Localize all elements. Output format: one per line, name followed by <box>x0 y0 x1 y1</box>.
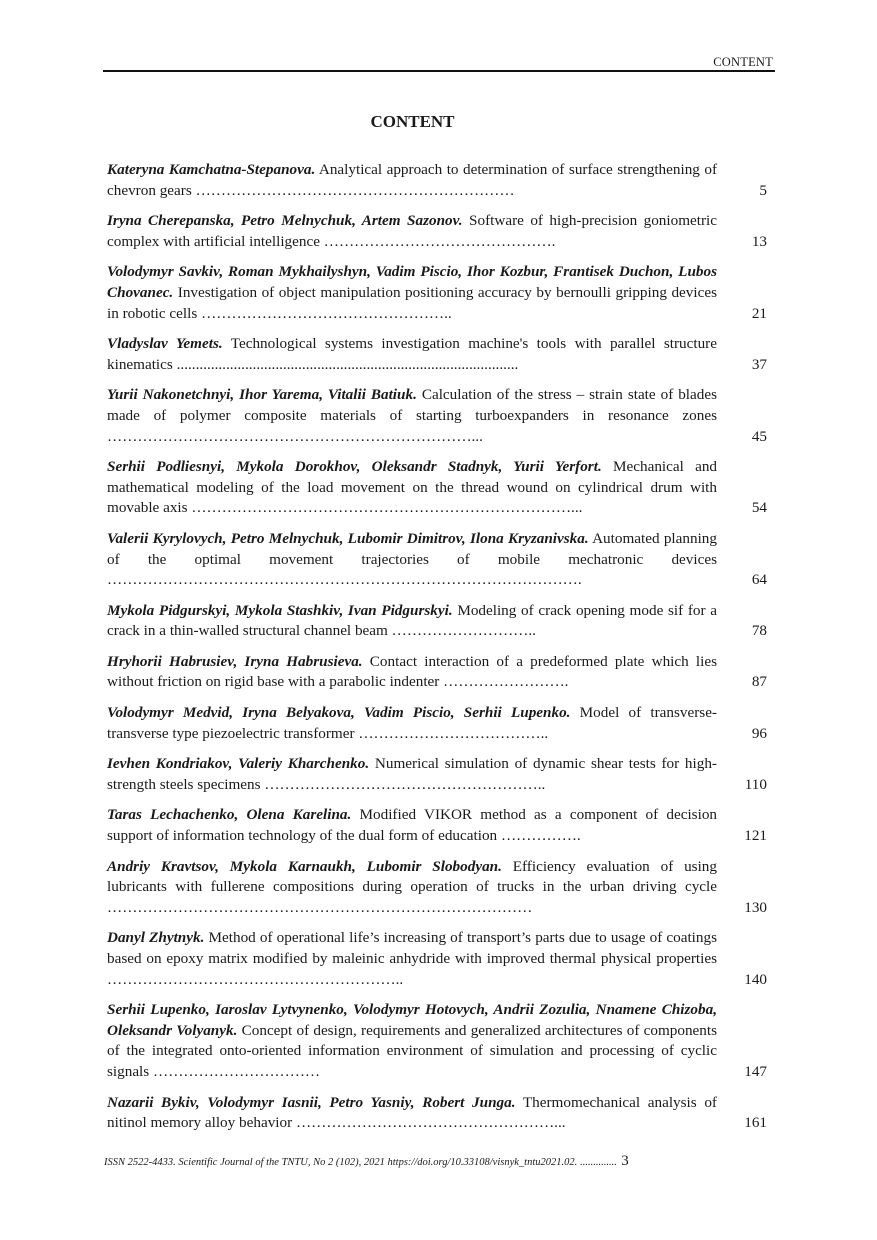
entry-leader-dots: ……………………………………………….. <box>264 775 546 793</box>
entry-authors: Volodymyr Savkiv, Roman Mykhailyshyn, Vadim Piscio, Ihor Kozbur, Frantisek Duchon, Lubos Chovanec. <box>107 263 717 301</box>
entry-authors: Serhii Lupenko, Iaroslav Lytvynenko, Volodymyr Hotovych, Andrii Zozulia, Nnamene Chizoba, Oleksandr Volyanyk. <box>107 1001 717 1039</box>
entry-page-number: 161 <box>744 1114 767 1132</box>
entry-authors: Valerii Kyrylovych, Petro Melnychuk, Lubomir Dimitrov, Ilona Kryzanivska. <box>107 529 589 547</box>
entry-authors: Serhii Podliesnyi, Mykola Dorokhov, Oleksandr Stadnyk, Yurii Yerfort. <box>107 458 602 476</box>
entry-authors: Yurii Nakonetchnyi, Ihor Yarema, Vitalii Batiuk. <box>107 386 417 404</box>
footer-page-number: 3 <box>621 1153 629 1169</box>
toc-entry[interactable] <box>107 529 767 591</box>
entry-title: Thermomechanical analysis of nitinol memory alloy behavior <box>107 1093 717 1132</box>
entry-leader-dots: ………………………………………. <box>323 232 556 250</box>
entry-page-number: 87 <box>751 673 767 691</box>
entry-page-number: 78 <box>751 622 767 640</box>
entry-title: Concept of design, requirements and generalized architectures of components of the integrated onto-oriented information environment of simulation and processing of cyclic signals <box>107 1021 718 1080</box>
entry-page-number: 96 <box>751 724 767 742</box>
toc-entry[interactable] <box>107 857 767 919</box>
toc-entry[interactable] <box>107 262 767 324</box>
toc-entry[interactable] <box>107 601 767 642</box>
toc-entry[interactable] <box>107 805 767 846</box>
entry-authors: Volodymyr Medvid, Iryna Belyakova, Vadim Piscio, Serhii Lupenko. <box>107 704 571 722</box>
footer-leader-dots: .............. <box>579 1157 617 1168</box>
entry-title: Contact interaction of a predeformed plate which lies without friction on rigid base with a parabolic indenter <box>107 652 717 691</box>
entry-authors: Vladyslav Yemets. <box>107 335 223 353</box>
entry-page-number: 54 <box>751 499 767 517</box>
entry-leader-dots: ……………. <box>500 827 581 845</box>
entry-page-number: 5 <box>759 181 767 199</box>
toc-entry[interactable] <box>107 1093 767 1134</box>
footer-citation: ISSN 2522-4433. Scientific Journal of the TNTU, No 2 (102), 2021 https://doi.org/10.33108/visnyk_tntu2021.02. <box>104 1157 578 1168</box>
entry-title: Investigation of object manipulation positioning accuracy by bernoulli gripping devices in robotic cells <box>107 283 718 322</box>
entry-leader-dots: …………………………… <box>153 1062 321 1080</box>
entry-title: Method of operational life’s increasing of transport’s parts due to usage of coatings based on epoxy matrix modified by maleinic anhydride with improved thermal physical properties <box>107 929 718 967</box>
entry-leader-dots: …………………………………………………………………... <box>191 499 583 517</box>
entry-leader-dots: ……………………….. <box>391 622 536 640</box>
toc-entry[interactable] <box>107 928 767 990</box>
entry-title: Automated planning of the optimal movement trajectories of mobile mechatronic devices <box>107 529 717 568</box>
entry-page-number: 147 <box>744 1062 767 1080</box>
entry-leader-dots: ……………………. <box>443 673 569 691</box>
entry-leader-dots: .......................................................................................... <box>176 355 519 373</box>
entry-page-number: 130 <box>744 898 767 916</box>
entry-authors: Andriy Kravtsov, Mykola Karnaukh, Lubomir Slobodyan. <box>107 857 502 875</box>
toc-entry[interactable] <box>107 457 767 519</box>
entry-authors: Kateryna Kamchatna-Stepanova. <box>107 161 316 178</box>
entry-authors: Iryna Cherepanska, Petro Melnychuk, Artem Sazonov. <box>107 212 463 230</box>
toc-entry[interactable] <box>107 211 767 252</box>
toc-entry[interactable] <box>107 1000 767 1082</box>
entry-leader-dots: ……………………………………………... <box>295 1114 566 1132</box>
entry-leader-dots: ………………………………………………………………………… <box>107 898 533 916</box>
entry-title: Technological systems investigation machine's tools with parallel structure kinematics <box>107 335 717 373</box>
entry-page-number: 110 <box>744 775 767 793</box>
entry-authors: Mykola Pidgurskyi, Mykola Stashkiv, Ivan Pidgurskyi. <box>107 601 453 619</box>
entry-leader-dots: ………………………………………………….. <box>107 970 404 988</box>
entry-title: Model of transverse-transverse type piezoelectric transformer <box>107 704 717 742</box>
entry-title: Modified VIKOR method as a component of decision support of information technology of the dual form of education <box>107 806 718 845</box>
entry-page-number: 121 <box>744 827 767 845</box>
page-title: CONTENT <box>370 112 455 131</box>
entry-authors: Nazarii Bykiv, Volodymyr Iasnii, Petro Yasniy, Robert Junga. <box>107 1093 516 1111</box>
entry-title: Calculation of the stress – strain state of blades made of polymer composite materials of starting turboexpanders in resonance zones <box>107 386 717 424</box>
entry-page-number: 64 <box>751 571 767 589</box>
table-of-contents <box>107 160 767 1144</box>
toc-entry[interactable] <box>107 703 767 744</box>
entry-authors: Ievhen Kondriakov, Valeriy Kharchenko. <box>107 755 370 773</box>
entry-page-number: 21 <box>751 304 767 322</box>
entry-page-number: 13 <box>751 232 767 250</box>
entry-title: Mechanical and mathematical modeling of the load movement on the thread wound on cylindrical drum with movable axis <box>107 458 718 517</box>
toc-entry[interactable] <box>107 652 767 693</box>
entry-page-number: 45 <box>751 427 767 445</box>
toc-entry[interactable] <box>107 385 767 447</box>
entry-leader-dots: ………………………………………………………………... <box>107 427 483 445</box>
entry-authors: Taras Lechachenko, Olena Karelina. <box>107 806 352 824</box>
running-head: CONTENT <box>713 55 773 69</box>
entry-title: Efficiency evaluation of using lubricants with fullerene compositions during operation of trucks in the urban driving cycle <box>107 857 717 896</box>
entry-title: Software of high-precision goniometric complex with artificial intelligence <box>107 212 717 250</box>
toc-entry[interactable] <box>107 160 767 201</box>
entry-leader-dots: …………………………………………………………………………………. <box>107 571 582 589</box>
entry-leader-dots: ……………………………………………………… <box>195 181 515 199</box>
entry-leader-dots: ………………………………………….. <box>201 304 452 322</box>
entry-leader-dots: ……………………………….. <box>358 724 549 742</box>
entry-authors: Danyl Zhytnyk. <box>107 929 205 947</box>
entry-title: Modeling of crack opening mode sif for a crack in a thin-walled structural channel beam <box>107 601 717 640</box>
entry-title: Analytical approach to determination of surface strengthening of chevron gears <box>107 161 717 199</box>
entry-page-number: 37 <box>751 355 767 373</box>
entry-page-number: 140 <box>744 970 767 988</box>
entry-authors: Hryhorii Habrusiev, Iryna Habrusieva. <box>107 652 363 670</box>
toc-entry[interactable] <box>107 334 767 375</box>
header-rule <box>103 70 775 72</box>
entry-title: Numerical simulation of dynamic shear tests for high-strength steels specimens <box>107 755 717 793</box>
page-footer <box>104 1153 776 1170</box>
toc-entry[interactable] <box>107 754 767 795</box>
